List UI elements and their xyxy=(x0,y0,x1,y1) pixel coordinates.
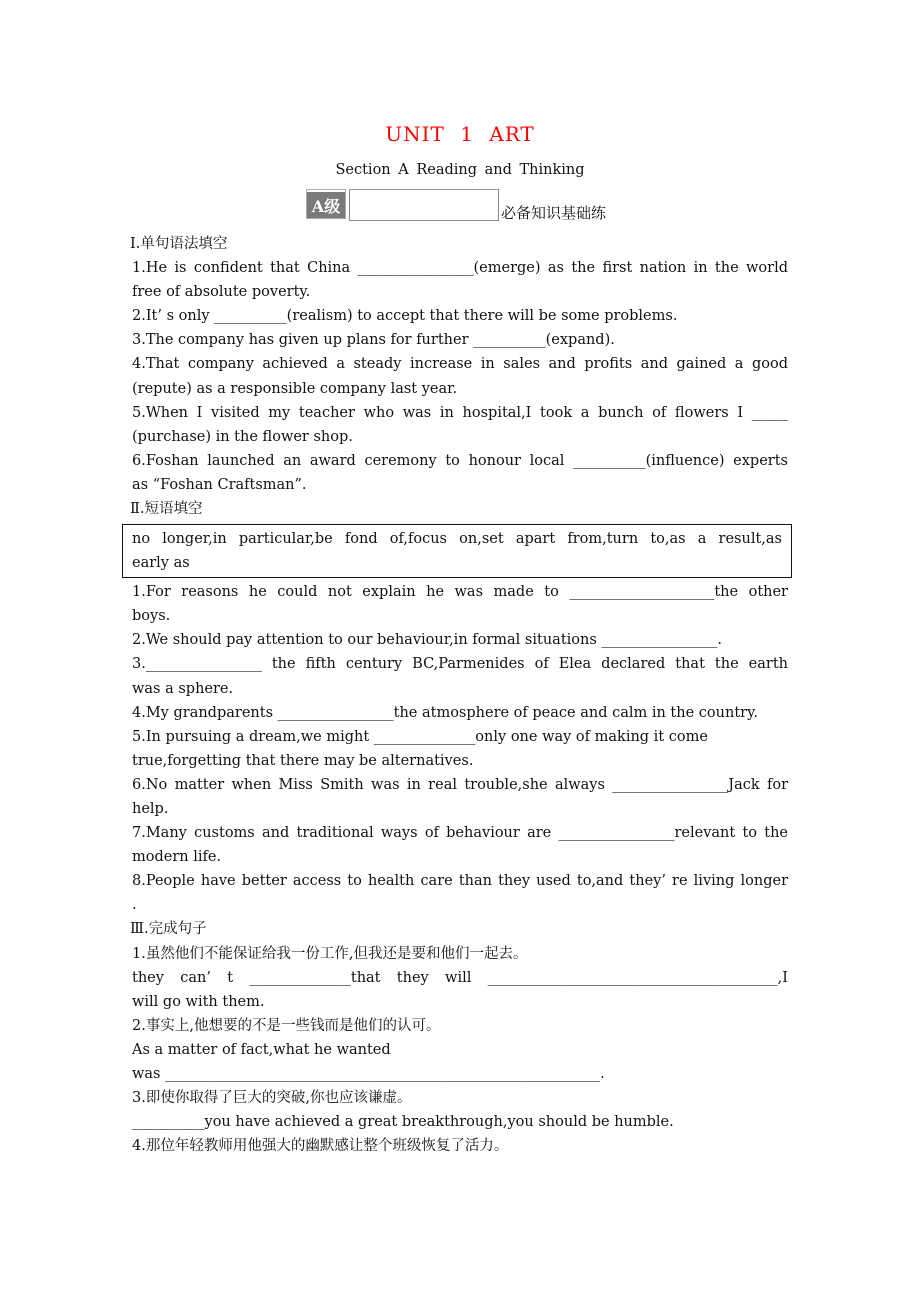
level-badge: A级 xyxy=(307,190,345,218)
exercise-line: . xyxy=(132,897,137,914)
exercise-line: 1.For reasons he could not explain he was made to ____________________the other xyxy=(132,584,788,601)
exercise-line: will go with them. xyxy=(132,993,265,1010)
exercise-line: 6.No matter when Miss Smith was in real trouble,she always ________________Jack for xyxy=(132,776,788,793)
section-heading: Ⅲ.完成句子 xyxy=(130,921,207,938)
section-2-lines xyxy=(132,580,788,917)
phrase-box-line: early as xyxy=(132,555,190,572)
exercise-line: 1.He is confident that China ________________(emerge) as the first nation in the world xyxy=(132,260,788,277)
exercise-line: __________you have achieved a great breakthrough,you should be humble. xyxy=(132,1114,674,1131)
exercise-line: 4.That company achieved a steady increase in sales and profits and gained a good xyxy=(132,356,788,373)
exercise-line: 5.When I visited my teacher who was in hospital,I took a bunch of flowers I _____ xyxy=(132,404,788,421)
exercise-line: they can’ t ______________that they will ________________________________________,I xyxy=(132,969,788,986)
phrase-box-line: no longer,in particular,be fond of,focus on,set apart from,turn to,as a result,as xyxy=(132,531,782,548)
unit-title: UNIT 1 ART xyxy=(385,122,535,146)
section-1-lines xyxy=(132,256,788,497)
exercise-line: help. xyxy=(132,800,169,817)
exercise-line: free of absolute poverty. xyxy=(132,284,311,301)
exercise-line: 3.________________ the fifth century BC,Parmenides of Elea declared that the earth xyxy=(132,656,788,673)
exercise-line: 7.Many customs and traditional ways of behaviour are ________________relevant to the xyxy=(132,825,788,842)
exercise-line: 4.My grandparents ________________the atmosphere of peace and calm in the country. xyxy=(132,704,758,721)
phrase-box xyxy=(122,524,792,578)
exercise-line: 2.We should pay attention to our behaviour,in formal situations ________________. xyxy=(132,632,723,649)
exercise-line: was a sphere. xyxy=(132,680,234,697)
exercise-body xyxy=(132,232,788,1158)
exercise-line: was ____________________________________________________________. xyxy=(132,1066,605,1082)
exercise-line: 4.那位年轻教师用他强大的幽默感让整个班级恢复了活力。 xyxy=(132,1138,509,1155)
section-heading: Ⅰ.单句语法填空 xyxy=(130,236,228,252)
section-heading: Ⅱ.短语填空 xyxy=(130,501,203,518)
exercise-line: (purchase) in the flower shop. xyxy=(132,428,353,445)
exercise-line: 6.Foshan launched an award ceremony to honour local __________(influence) experts xyxy=(132,452,788,469)
level-text: 必备知识基础练 xyxy=(501,204,607,222)
level-banner xyxy=(307,189,606,221)
exercise-line: 3.The company has given up plans for further __________(expand). xyxy=(132,332,615,349)
exercise-line: 3.即使你取得了巨大的突破,你也应该谦虚。 xyxy=(132,1090,412,1107)
exercise-line: (repute) as a responsible company last year. xyxy=(132,380,458,397)
exercise-line: boys. xyxy=(132,608,171,625)
exercise-line: 5.In pursuing a dream,we might ______________only one way of making it come xyxy=(132,728,708,745)
exercise-line: as “Foshan Craftsman”. xyxy=(132,476,307,493)
exercise-line: 1.虽然他们不能保证给我一份工作,但我还是要和他们一起去。 xyxy=(132,945,528,962)
exercise-line: modern life. xyxy=(132,849,222,866)
exercise-line: As a matter of fact,what he wanted xyxy=(132,1041,391,1058)
section-3-lines xyxy=(132,942,788,1159)
level-blank-box xyxy=(349,189,499,221)
section-subtitle: Section A Reading and Thinking xyxy=(335,162,585,178)
exercise-line: 2.事实上,他想要的不是一些钱而是他们的认可。 xyxy=(132,1017,441,1034)
exercise-line: true,forgetting that there may be alternatives. xyxy=(132,752,474,769)
exercise-line: 8.People have better access to health care than they used to,and they’ re living longer xyxy=(132,873,788,890)
exercise-line: 2.It’ s only __________(realism) to accept that there will be some problems. xyxy=(132,308,678,325)
